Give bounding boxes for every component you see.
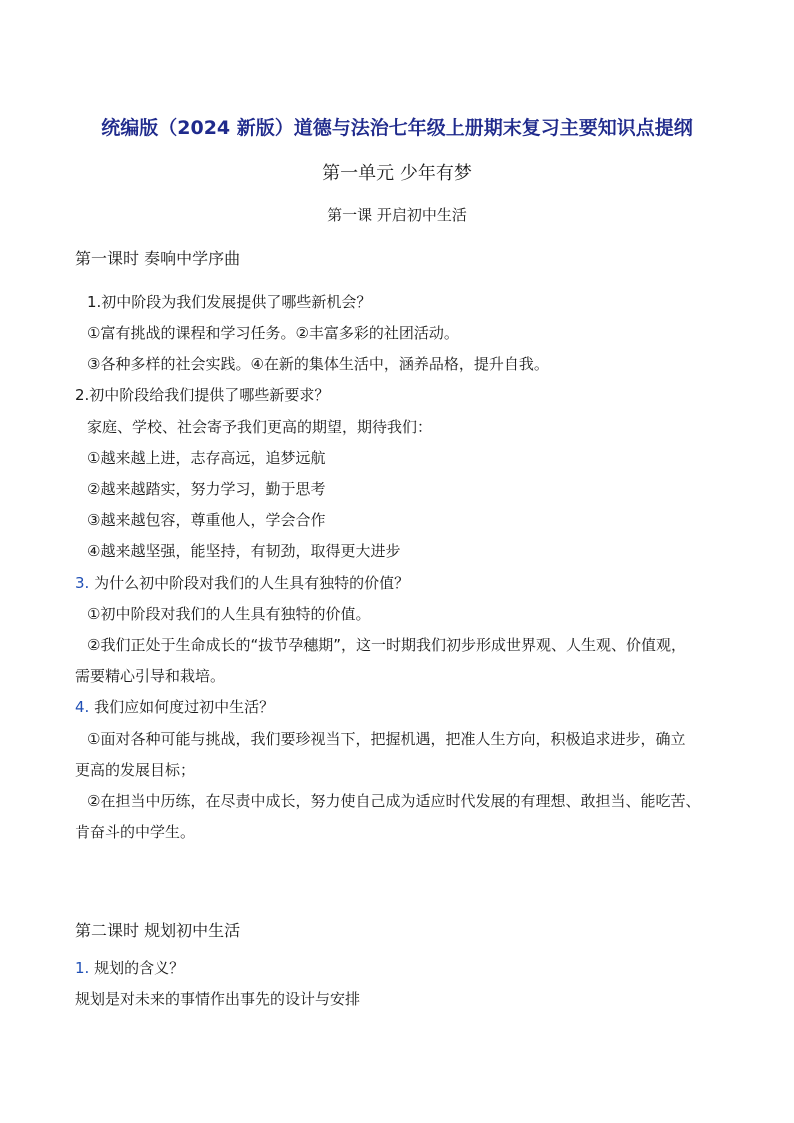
period-2-heading: 第二课时 规划初中生活	[75, 921, 241, 940]
lesson-heading: 第一课 开启初中生活	[327, 206, 467, 224]
answer-3-line-2: ②我们正处于生命成长的“拔节孕穗期”，这一时期我们初步形成世界观、人生观、价值观，	[87, 636, 686, 654]
question-3	[75, 573, 409, 593]
answer-2-item-2: ②越来越踏实，努力学习，勤于思考	[87, 480, 326, 498]
question-4-number: 4.	[75, 698, 90, 716]
question-2: 2.初中阶段给我们提供了哪些新要求？	[75, 386, 330, 404]
answer-2-intro: 家庭、学校、社会寄予我们更高的期望，期待我们：	[87, 418, 433, 436]
unit-heading: 第一单元 少年有梦	[322, 163, 472, 184]
period-2-question-1-number: 1.	[75, 959, 90, 977]
answer-4-line-3: ②在担当中历练，在尽责中成长，努力使自己成为适应时代发展的有理想、敢担当、能吃苦、	[87, 792, 701, 810]
period-1-heading: 第一课时 奏响中学序曲	[75, 249, 241, 268]
period-2-question-1	[75, 958, 184, 978]
period-2-question-1-text: 规划的含义？	[89, 959, 185, 977]
answer-4-line-1: ①面对各种可能与挑战，我们要珍视当下，把握机遇，把准人生方向，积极追求进步，确立	[87, 730, 686, 748]
answer-3-line-1: ①初中阶段对我们的人生具有独特的价值。	[87, 605, 371, 623]
answer-4-line-4: 肯奋斗的中学生。	[75, 823, 196, 841]
question-3-number: 3.	[75, 574, 90, 592]
answer-3-line-3: 需要精心引导和栽培。	[75, 667, 226, 685]
period-2-answer-1: 规划是对未来的事情作出事先的设计与安排	[75, 990, 361, 1008]
answer-1-line-2: ③各种多样的社会实践。④在新的集体生活中，涵养品格，提升自我。	[87, 355, 549, 373]
answer-2-item-1: ①越来越上进，志存高远，追梦远航	[87, 449, 326, 467]
document-title: 统编版（2024 新版）道德与法治七年级上册期末复习主要知识点提纲	[101, 117, 693, 139]
question-3-text: 为什么初中阶段对我们的人生具有独特的价值？	[89, 574, 410, 592]
answer-1-line-1: ①富有挑战的课程和学习任务。②丰富多彩的社团活动。	[87, 324, 459, 342]
answer-4-line-2: 更高的发展目标；	[75, 761, 196, 779]
question-4-text: 我们应如何度过初中生活？	[89, 698, 275, 716]
answer-2-item-4: ④越来越坚强，能坚持，有韧劲，取得更大进步	[87, 542, 401, 560]
question-4	[75, 697, 274, 717]
answer-2-item-3: ③越来越包容，尊重他人，学会合作	[87, 511, 326, 529]
question-1: 1.初中阶段为我们发展提供了哪些新机会？	[87, 293, 372, 311]
